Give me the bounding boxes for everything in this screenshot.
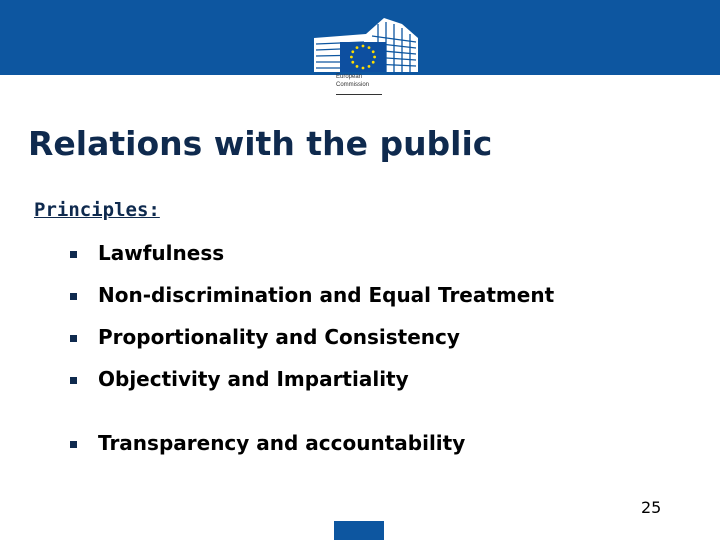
page-number: 25 bbox=[641, 498, 662, 517]
logo-wordmark bbox=[336, 73, 369, 89]
list-item-text: Lawfulness bbox=[98, 241, 225, 265]
list-item bbox=[70, 429, 465, 457]
slide-title: Relations with the public bbox=[28, 124, 493, 163]
list-item-text: Non-discrimination and Equal Treatment bbox=[98, 283, 555, 307]
list-item bbox=[70, 239, 224, 267]
square-bullet-icon bbox=[70, 441, 77, 448]
square-bullet-icon bbox=[70, 377, 77, 384]
slide-subtitle: Principles: bbox=[34, 199, 160, 221]
logo-divider bbox=[336, 94, 382, 95]
footer-tab bbox=[334, 521, 384, 540]
list-item-text: Transparency and accountability bbox=[98, 431, 466, 455]
list-item bbox=[70, 281, 554, 309]
list-item-text: Objectivity and Impartiality bbox=[98, 367, 409, 391]
logo-line-2: Commission bbox=[336, 82, 370, 88]
logo-line-1: European bbox=[336, 74, 363, 80]
list-item bbox=[70, 365, 409, 393]
list-item-text: Proportionality and Consistency bbox=[98, 325, 460, 349]
square-bullet-icon bbox=[70, 293, 77, 300]
square-bullet-icon bbox=[70, 251, 77, 258]
square-bullet-icon bbox=[70, 335, 77, 342]
list-item bbox=[70, 323, 460, 351]
